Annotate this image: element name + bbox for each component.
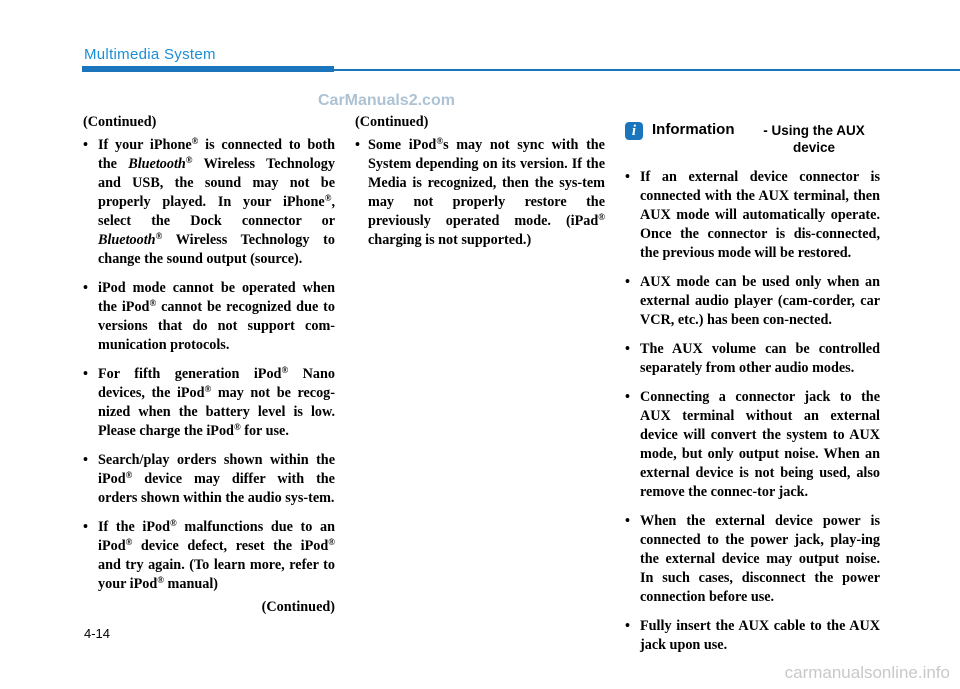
list-item: • Connecting a connector jack to the AUX terminal without an external device will convert the system to AUX mode, but only output noise. When an external device is not being used, also remove the connec-tor jack. (625, 388, 880, 502)
header-rule (334, 69, 960, 71)
continued-label: (Continued) (261, 599, 335, 615)
list-item: • Some iPod®s may not sync with the System depending on its version. If the Media is recognized, then the sys-tem may not properly restore the previously operated mode. (iPad® charging is not supported.) (355, 136, 605, 250)
list-item: • If your iPhone® is connected to both the Bluetooth® Wireless Technology and USB, the sound may not be properly played. In your iPhone®, select the Dock connector or Bluetooth® Wireless Technology to change the sound output (source). (83, 136, 335, 269)
column-right-information (625, 122, 880, 665)
list-item: • Search/play orders shown within the iPod® device may differ with the orders shown within the audio sys-tem. (83, 451, 335, 508)
continued-label: (Continued) (83, 114, 157, 130)
watermark-top: CarManuals2.com (318, 92, 455, 109)
watermark-bottom: carmanualsonline.info (784, 663, 950, 682)
list-item: • iPod mode cannot be operated when the iPod® cannot be recognized due to versions that do not support com-munication protocols. (83, 279, 335, 355)
information-title: - Using the AUX device (763, 123, 865, 155)
column-middle (355, 113, 605, 260)
continued-label: (Continued) (355, 114, 429, 130)
page-number: 4-14 (84, 626, 111, 641)
list-item: • The AUX volume can be controlled separately from other audio modes. (625, 340, 880, 378)
section-title: Multimedia System (84, 46, 216, 63)
list-item: • Fully insert the AUX cable to the AUX jack upon use. (625, 617, 880, 655)
list-item: • AUX mode can be used only when an external audio player (cam-corder, car VCR, etc.) has been con-nected. (625, 273, 880, 330)
information-label: Information (652, 121, 735, 138)
list-item: • When the external device power is connected to the power jack, play-ing the external device may output noise. In such cases, disconnect the power connection before use. (625, 512, 880, 607)
column-left (83, 113, 335, 617)
list-item: • If an external device connector is connected with the AUX terminal, then AUX mode will automatically operate. Once the connector is dis-connected, the previous mode will be restored. (625, 168, 880, 263)
list-item: • If the iPod® malfunctions due to an iPod® device defect, reset the iPod® and try again. (To learn more, refer to your iPod® manual) (83, 518, 335, 594)
info-icon: i (625, 122, 643, 140)
bullet-list-middle (355, 136, 605, 250)
list-item: • For fifth generation iPod® Nano devices, the iPod® may not be recog-nized when the battery level is low. Please charge the iPod® for use. (83, 365, 335, 441)
bullet-list-left (83, 136, 335, 594)
header-accent-bar (82, 66, 334, 72)
information-header (625, 122, 880, 162)
bullet-list-info (625, 168, 880, 655)
